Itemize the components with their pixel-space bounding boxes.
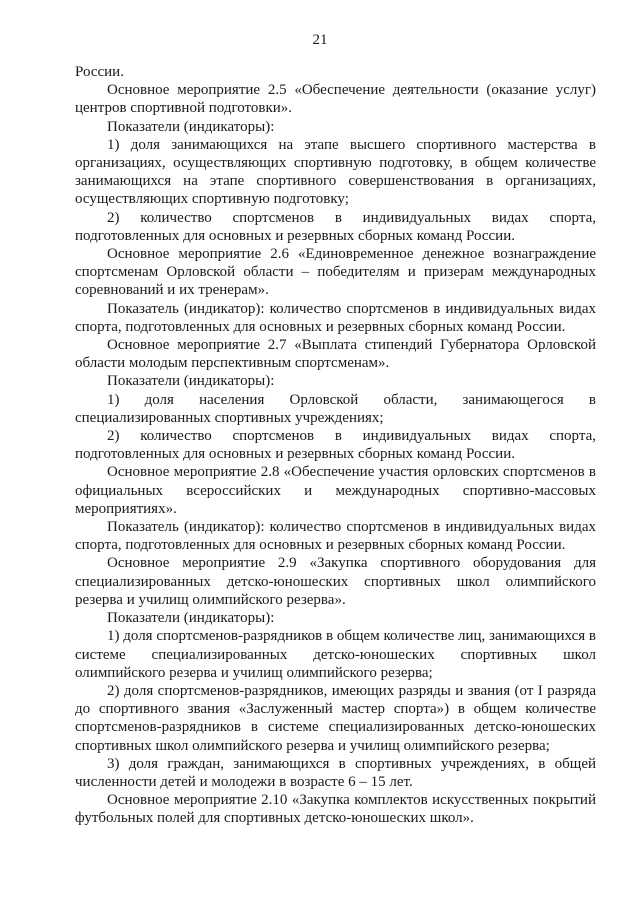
paragraph-indicator-item: 1) доля спортсменов-разрядников в общем количестве лиц, занимающихся в системе специализированных детско-юношеских спортивных школ олимпийского резерва и училищ олимпийского резерва;	[75, 628, 596, 681]
paragraph-indicator-item: 2) количество спортсменов в индивидуальных видах спорта, подготовленных для основных и резервных сборных команд России.	[75, 428, 596, 463]
paragraph-activity-2-10: Основное мероприятие 2.10 «Закупка комплектов искусственных покрытий футбольных полей для спортивных детско-юношеских школ».	[75, 792, 596, 827]
paragraph-indicator: Показатель (индикатор): количество спортсменов в индивидуальных видах спорта, подготовленных для основных и резервных сборных команд России.	[75, 519, 596, 554]
paragraph-activity-2-6: Основное мероприятие 2.6 «Единовременное денежное вознаграждение спортсменам Орловской области – победителям и призерам международных соревнований и их тренерам».	[75, 246, 596, 299]
document-body	[75, 63, 596, 828]
paragraph-indicator-item: 2) количество спортсменов в индивидуальных видах спорта, подготовленных для основных и резервных сборных команд России.	[75, 209, 596, 244]
paragraph-indicator-item: 1) доля населения Орловской области, занимающегося в специализированных спортивных учреждениях;	[75, 391, 596, 426]
paragraph-indicator-item: 3) доля граждан, занимающихся в спортивных учреждениях, в общей численности детей и молодежи в возрасте 6 – 15 лет.	[75, 755, 596, 790]
paragraph-indicators-heading: Показатели (индикаторы):	[107, 118, 275, 135]
paragraph-indicators-heading: Показатели (индикаторы):	[107, 373, 275, 390]
page-number: 21	[312, 32, 328, 48]
paragraph-activity-2-9: Основное мероприятие 2.9 «Закупка спортивного оборудования для специализированных детско-юношеских спортивных школ олимпийского резерва и училищ олимпийского резерва».	[75, 555, 596, 608]
paragraph-activity-2-8: Основное мероприятие 2.8 «Обеспечение участия орловских спортсменов в официальных всероссийских и международных спортивно-массовых мероприятиях».	[75, 464, 596, 517]
paragraph-indicator-item: 2) доля спортсменов-разрядников, имеющих разряды и звания (от I разряда до спортивного звания «Заслуженный мастер спорта») в общем количестве спортсменов-разрядников в системе специализированных детско-юношеских спортивных школ олимпийского резерва и училищ олимпийского резерва;	[75, 682, 596, 754]
paragraph-activity-2-5: Основное мероприятие 2.5 «Обеспечение деятельности (оказание услуг) центров спортивной подготовки».	[75, 82, 596, 117]
paragraph-indicators-heading: Показатели (индикаторы):	[107, 610, 275, 627]
paragraph-activity-2-7: Основное мероприятие 2.7 «Выплата стипендий Губернатора Орловской области молодым перспективным спортсменам».	[75, 337, 596, 372]
paragraph-continuation: России.	[75, 64, 124, 80]
paragraph-indicator-item: 1) доля занимающихся на этапе высшего спортивного мастерства в организациях, осуществляющих спортивную подготовку, в общем количестве занимающихся на этапе спортивного совершенствования в организациях, осуществляющих спортивную подготовку;	[75, 136, 596, 208]
paragraph-indicator: Показатель (индикатор): количество спортсменов в индивидуальных видах спорта, подготовленных для основных и резервных сборных команд России.	[75, 300, 596, 335]
